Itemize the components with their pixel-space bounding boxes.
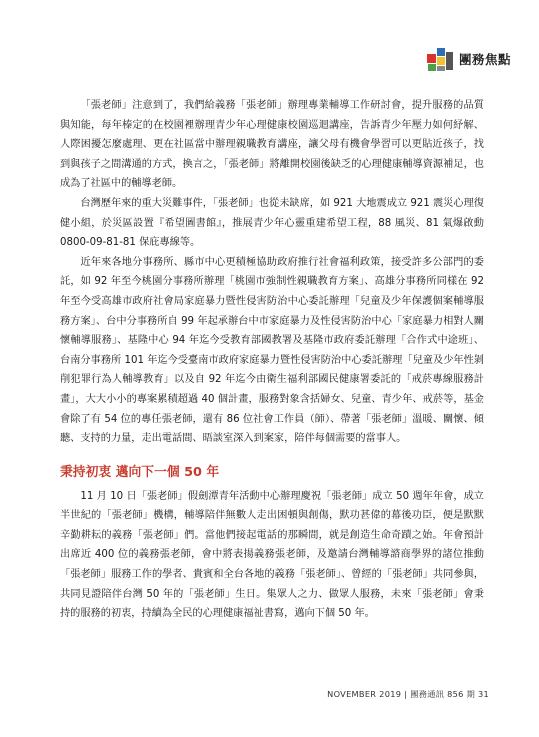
paragraph: 11 月 10 日「張老師」假劍潭青年活動中心辦理慶祝「張老師」成立 50 週年年會，成立半世紀的「張老師」機構，輔導陪伴無數人走出困頓與創傷，默功甚偉的幕後功臣，便是默默辛勤耕耘的義務「張老師」們。當他們接起電話的那瞬間，就是創造生命奇蹟之始。年會預計出席近 400 位的義務張老師，會中將表揚義務張老師，及邀請台灣輔導諮商學界的諸位推動「張老師」服務工作的學者、貴賓和全台各地的義務「張老師」、曾經的「張老師」共同參與，共同見證陪伴台灣 50 年的「張老師」生日。集眾人之力、做眾人服務，未來「張老師」會秉持的服務的初衷，持續為全民的心理健康福祉書寫，邁向下個 50 年。 [60, 490, 484, 620]
section-heading: 秉持初衷 邁向下一個 50 年 [60, 464, 220, 480]
article-body [60, 96, 484, 624]
publication-info: 團務通訊 856 期 31 [410, 689, 489, 699]
paragraph: 近年來各地分事務所、縣市中心更積極協助政府推行社會福利政策，接受許多公部門的委託，如 92 年至今桃園分事務所辦理「桃園市強制性親職教育方案」、高雄分事務所同樣在 92 年至今受高雄市政府社會局家庭暴力暨性侵害防治中心委託辦理「兒童及少年保護個案輔導服務方案」、台中分事務所自 99 年起承辦台中市家庭暴力及性侵害防治中心「家庭暴力相對人關懷輔導服務」、基隆中心 94 年迄今受教育部國教署及基隆市政府委託辦理「合作式中途班」、台南分事務所 101 年迄今受臺南市政府家庭暴力暨性侵害防治中心委託辦理「兒童及少年性剝削犯罪行為人輔導教育」以及自 92 年迄今由衛生福利部國民健康署委託的「戒菸專線服務計畫」，大大小小的專案累積超過 40 個計畫，服務對象含括婦女、兒童、青少年、戒菸等，基金會除了有 54 位的專任張老師，還有 86 位社會工作員（師）、帶著「張老師」溫暖、關懷、傾聽、支持的力量，走出電話間、晤談室深入到案家，陪伴每個需要的當事人。 [60, 256, 484, 445]
issue-date: NOVEMBER 2019 [327, 689, 402, 699]
org-logo-icon [425, 44, 455, 74]
paragraph: 「張老師」注意到了，我們給義務「張老師」辦理專業輔導工作研討會，提升服務的品質與知能，每年榛定的在校園裡辦理青少年心理健康校園巡迴講座，告訴青少年壓力如何紓解、人際困擾怎麼處理、更在社區當中辦理親職教育講座，讓父母有機會學習可以更貼近孩子，找到與孩子之間溝通的方式，換言之，「張老師」將離開校園後缺乏的心理健康輔導資源補足，也成為了社區中的輔導老師。 [60, 100, 484, 190]
page-footer [327, 689, 489, 700]
footer-separator: | [404, 689, 408, 699]
paragraph: 台灣歷年來的重大災難事件，「張老師」也從未缺席，如 921 大地震成立 921 震災心理復健小組，於災區設置『希望圖書館』，推展青少年心靈重建希望工程，88 風災、81 氣爆啟動 0800-09-81-81 保庇專線等。 [60, 197, 484, 249]
header-logo [425, 44, 511, 74]
section-label: 團務焦點 [458, 52, 511, 67]
